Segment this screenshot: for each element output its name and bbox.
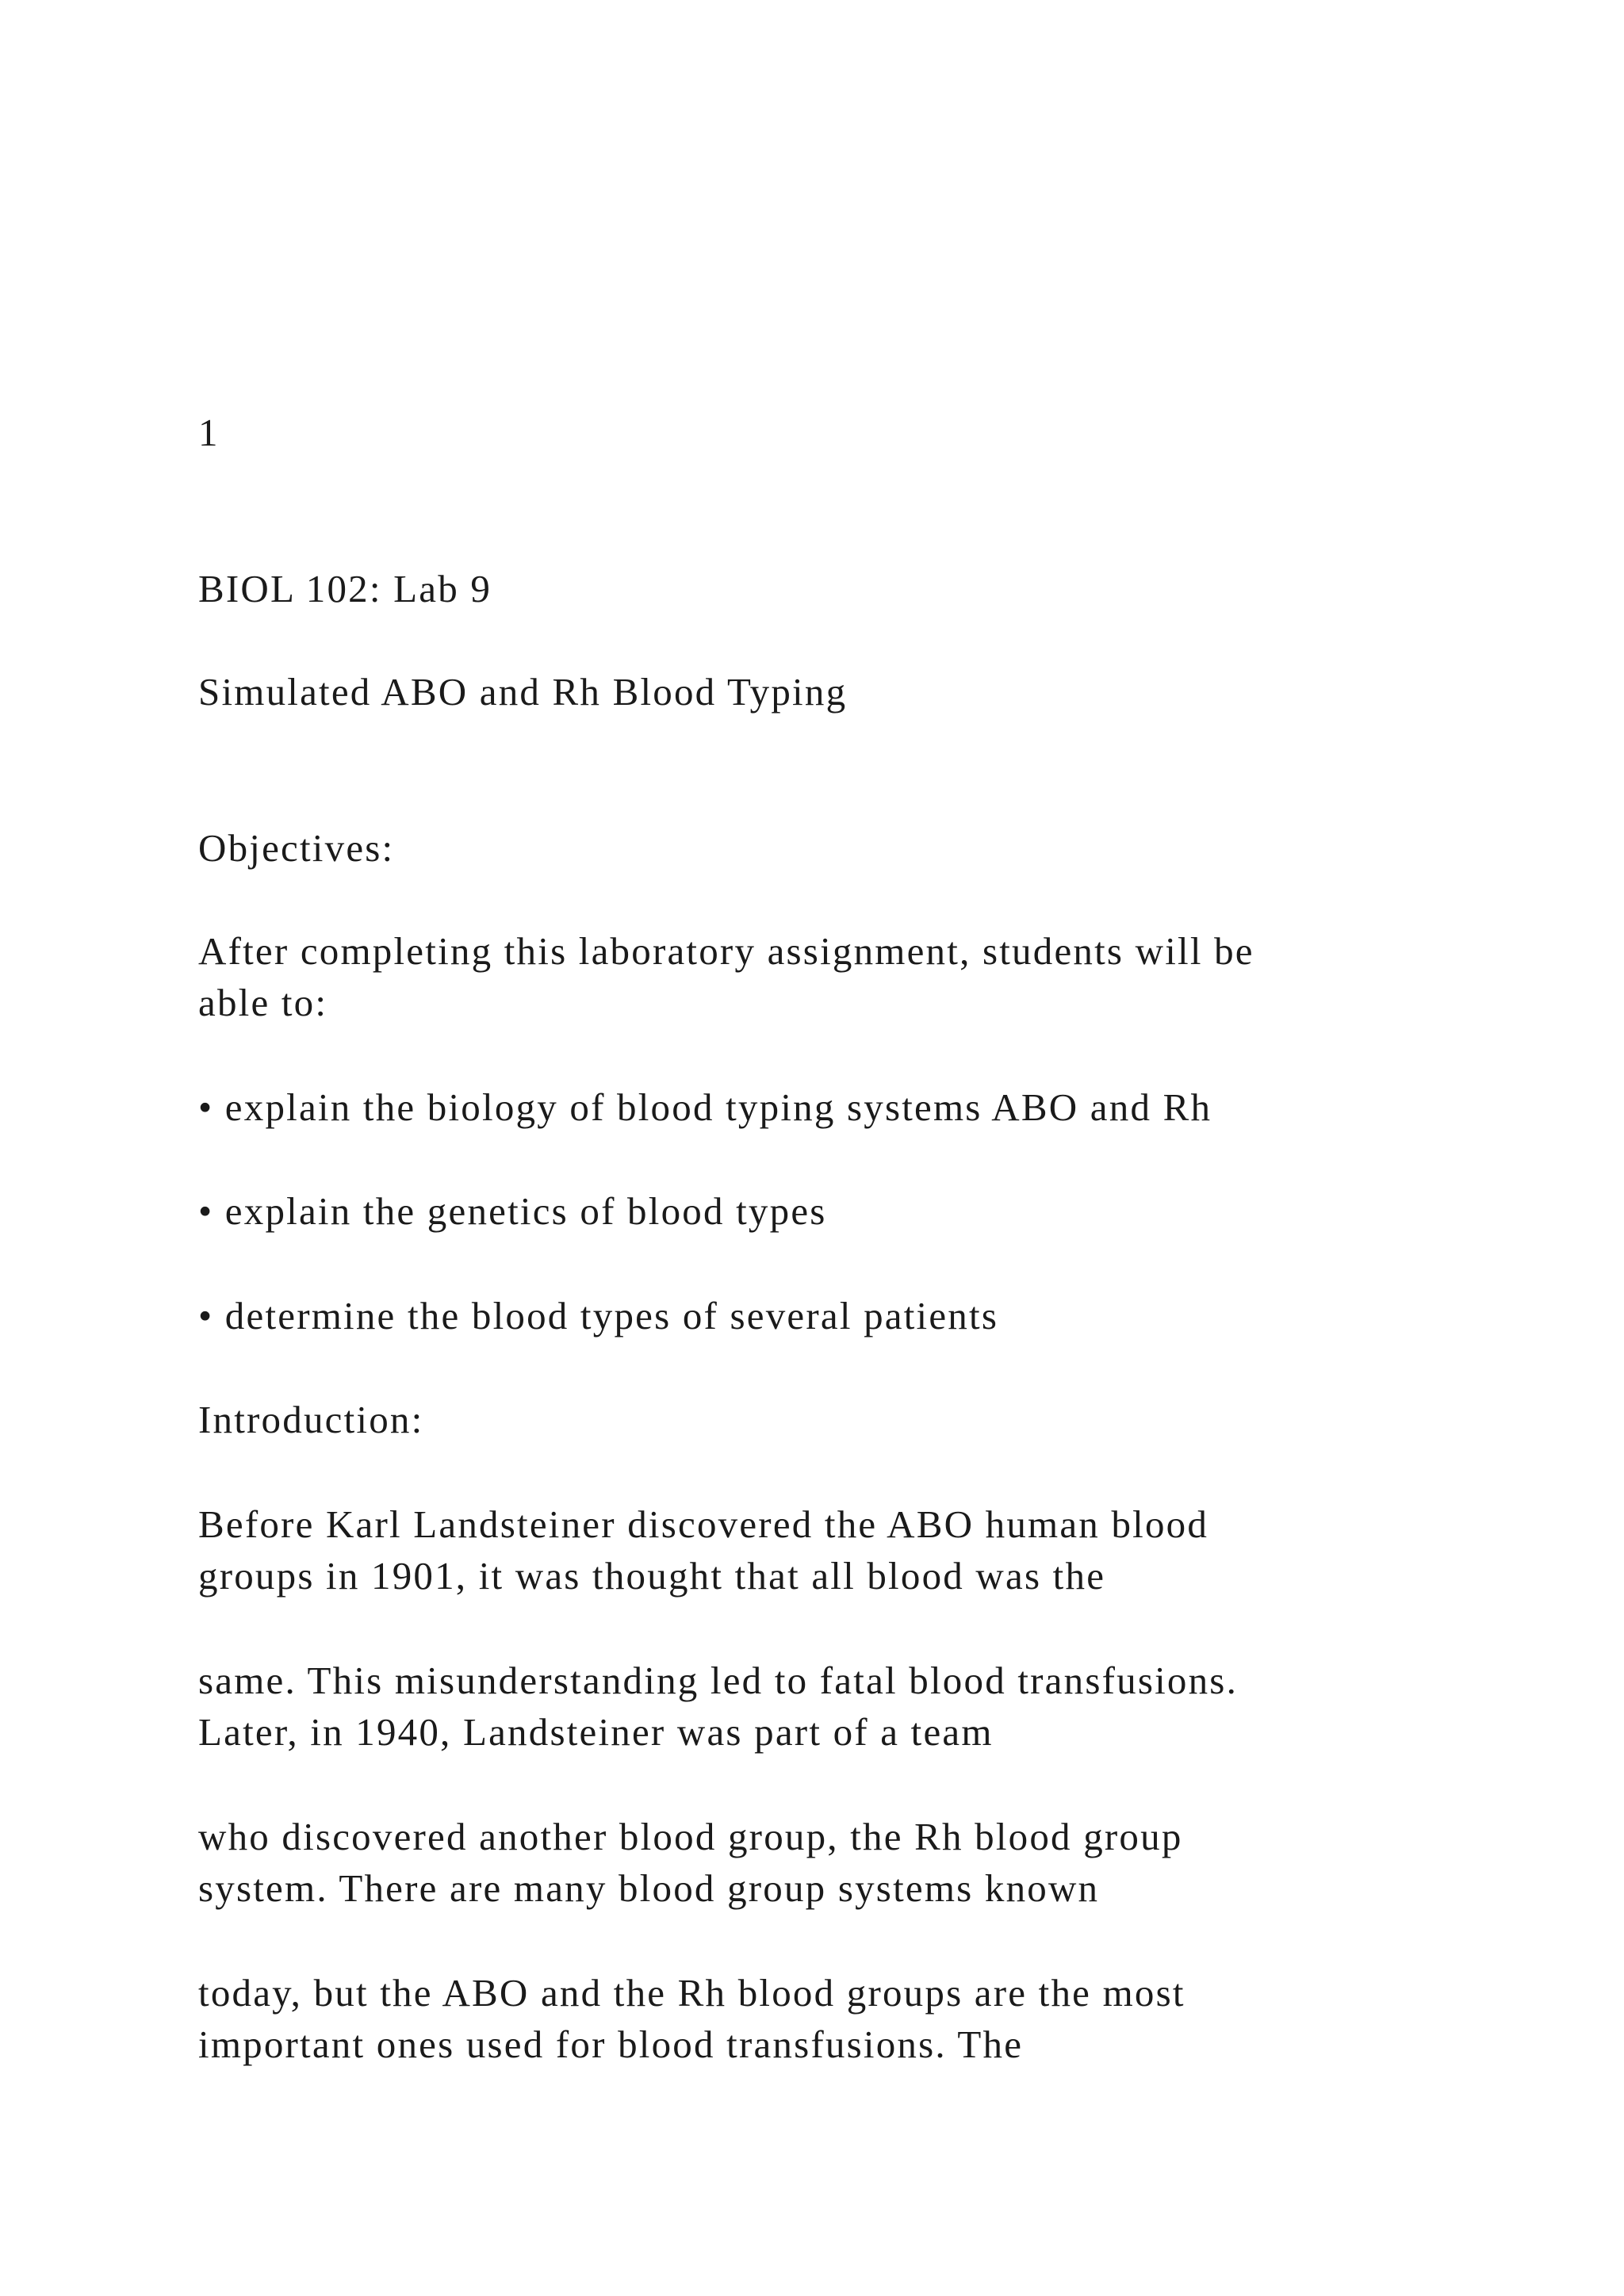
introduction-line-5: who discovered another blood group, the Rh blood group — [198, 1815, 1183, 1858]
introduction-line-2: groups in 1901, it was thought that all blood was the — [198, 1554, 1106, 1598]
page-number: 1 — [198, 411, 220, 454]
objective-item-1: • explain the biology of blood typing systems ABO and Rh — [198, 1085, 1212, 1129]
objectives-intro-line-2: able to: — [198, 981, 328, 1024]
objective-item-3: • determine the blood types of several patients — [198, 1294, 999, 1337]
introduction-line-1: Before Karl Landsteiner discovered the ABO human blood — [198, 1502, 1209, 1546]
introduction-line-8: important ones used for blood transfusions. The — [198, 2022, 1024, 2066]
introduction-line-7: today, but the ABO and the Rh blood groups are the most — [198, 1971, 1185, 2015]
objective-item-2: • explain the genetics of blood types — [198, 1189, 827, 1233]
introduction-heading: Introduction: — [198, 1398, 424, 1441]
introduction-line-6: system. There are many blood group systems known — [198, 1866, 1100, 1910]
objectives-intro-line-1: After completing this laboratory assignment, students will be — [198, 929, 1254, 973]
introduction-line-3: same. This misunderstanding led to fatal blood transfusions. — [198, 1659, 1239, 1702]
lab-title: Simulated ABO and Rh Blood Typing — [198, 670, 848, 714]
course-title: BIOL 102: Lab 9 — [198, 567, 492, 610]
introduction-line-4: Later, in 1940, Landsteiner was part of a team — [198, 1710, 994, 1754]
objectives-heading: Objectives: — [198, 826, 395, 870]
